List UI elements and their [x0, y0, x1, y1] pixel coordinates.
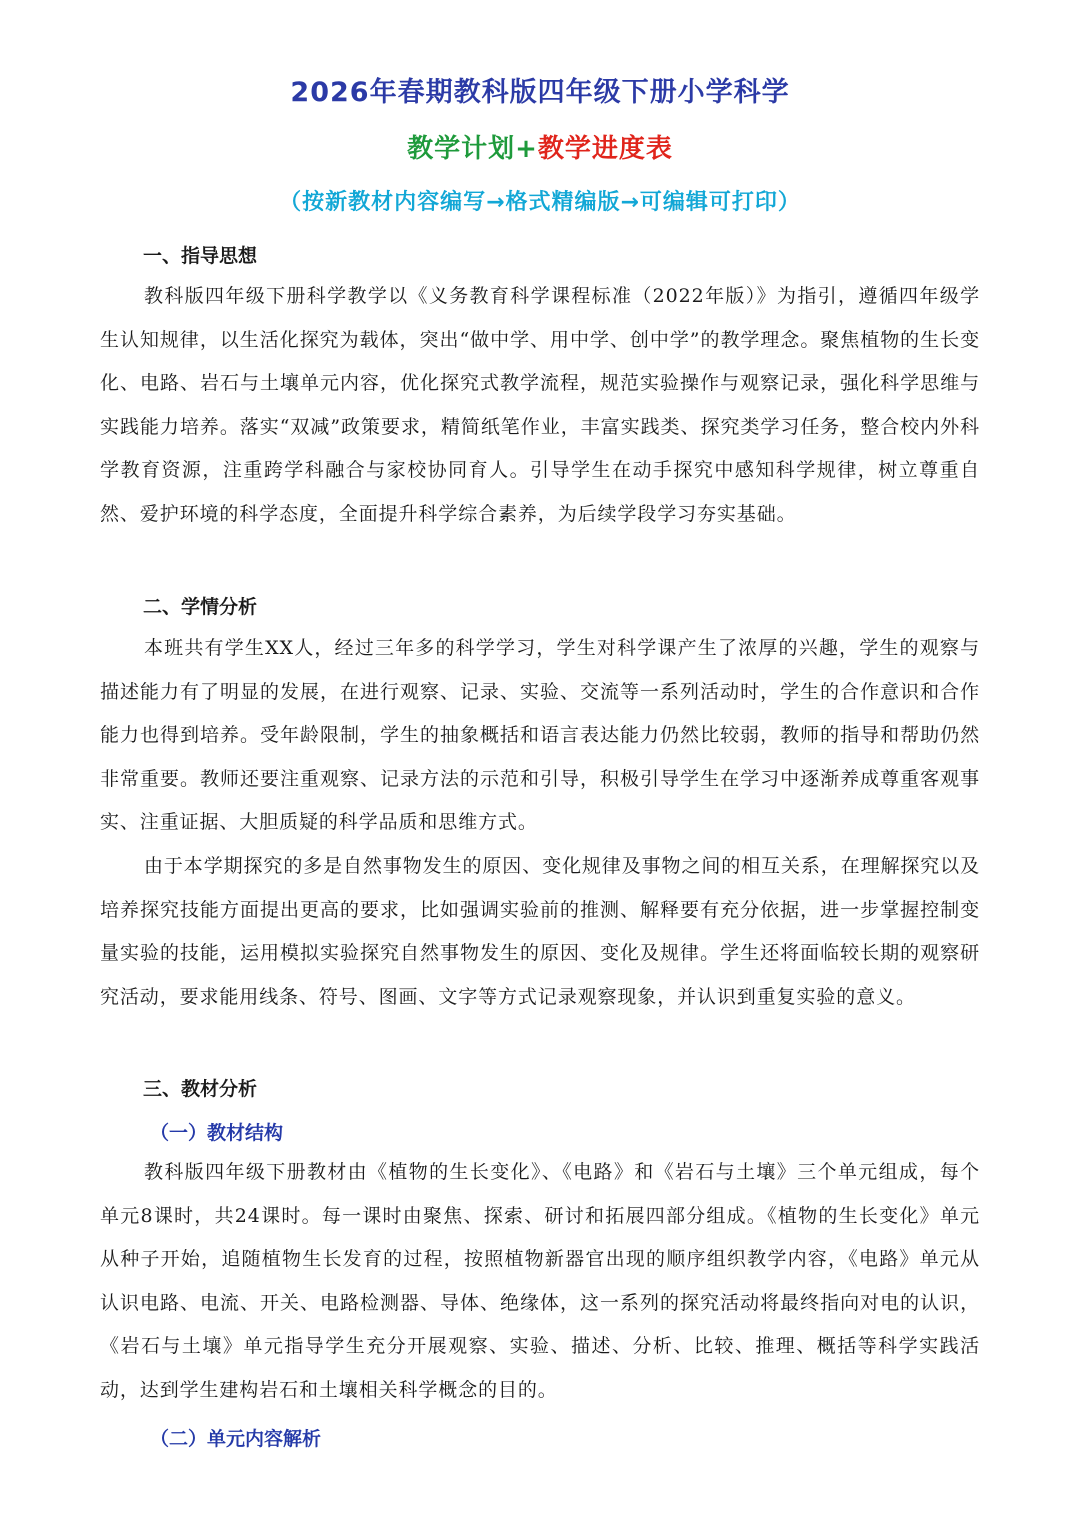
paragraph-student-analysis-1: 本班共有学生XX人，经过三年多的科学学习，学生对科学课产生了浓厚的兴趣，学生的观察与描述能力有了明显的发展，在进行观察、记录、实验、交流等一系列活动时，学生的合作意识和合作能力也得到培养。受年龄限制，学生的抽象概括和语言表达能力仍然比较弱，教师的指导和帮助仍然非常重要。教师还要注重观察、记录方法的示范和引导，积极引导学生在学习中逐渐养成尊重客观事实、注重证据、大胆质疑的科学品质和思维方式。 [100, 637, 980, 834]
section-heading-student-analysis: 二、学情分析 [143, 596, 258, 618]
section-heading-guiding-thought: 一、指导思想 [143, 245, 258, 267]
section-heading-textbook-analysis: 三、教材分析 [143, 1078, 258, 1100]
document-title: 2026年春期教科版四年级下册小学科学 [290, 77, 790, 108]
subtitle-progress-table: 教学进度表 [537, 134, 673, 164]
paragraph-student-analysis-2: 由于本学期探究的多是自然事物发生的原因、变化规律及事物之间的相互关系，在理解探究以及培养探究技能方面提出更高的要求，比如强调实验前的推测、解释要有充分依据，进一步掌握控制变量实验的技能，运用模拟实验探究自然事物发生的原因、变化及规律。学生还将面临较长期的观察研究活动，要求能用线条、符号、图画、文字等方式记录观察现象，并认识到重复实验的意义。 [100, 855, 980, 1008]
document-note: （按新教材内容编写→格式精编版→可编辑可打印） [279, 190, 801, 215]
document-subtitle [0, 128, 1080, 165]
subsection-heading-unit-content: （二）单元内容解析 [150, 1428, 322, 1450]
subsection-heading-textbook-structure: （一）教材结构 [150, 1122, 284, 1144]
subtitle-teaching-plan: 教学计划+ [407, 134, 538, 164]
paragraph-textbook-structure: 教科版四年级下册教材由《植物的生长变化》、《电路》和《岩石与土壤》三个单元组成，每个单元8课时，共24课时。每一课时由聚焦、探索、研讨和拓展四部分组成。《植物的生长变化》单元从种子开始，追随植物生长发育的过程，按照植物新器官出现的顺序组织教学内容，《电路》单元从认识电路、电流、开关、电路检测器、导体、绝缘体，这一系列的探究活动将最终指向对电的认识，《岩石与土壤》单元指导学生充分开展观察、实验、描述、分析、比较、推理、概括等科学实践活动，达到学生建构岩石和土壤相关科学概念的目的。 [100, 1161, 980, 1401]
paragraph-guiding-thought: 教科版四年级下册科学教学以《义务教育科学课程标准（2022年版）》为指引，遵循四年级学生认知规律，以生活化探究为载体，突出“做中学、用中学、创中学”的教学理念。聚焦植物的生长变化、电路、岩石与土壤单元内容，优化探究式教学流程，规范实验操作与观察记录，强化科学思维与实践能力培养。落实“双减”政策要求，精简纸笔作业，丰富实践类、探究类学习任务，整合校内外科学教育资源，注重跨学科融合与家校协同育人。引导学生在动手探究中感知科学规律，树立尊重自然、爱护环境的科学态度，全面提升科学综合素养，为后续学段学习夯实基础。 [100, 285, 980, 525]
